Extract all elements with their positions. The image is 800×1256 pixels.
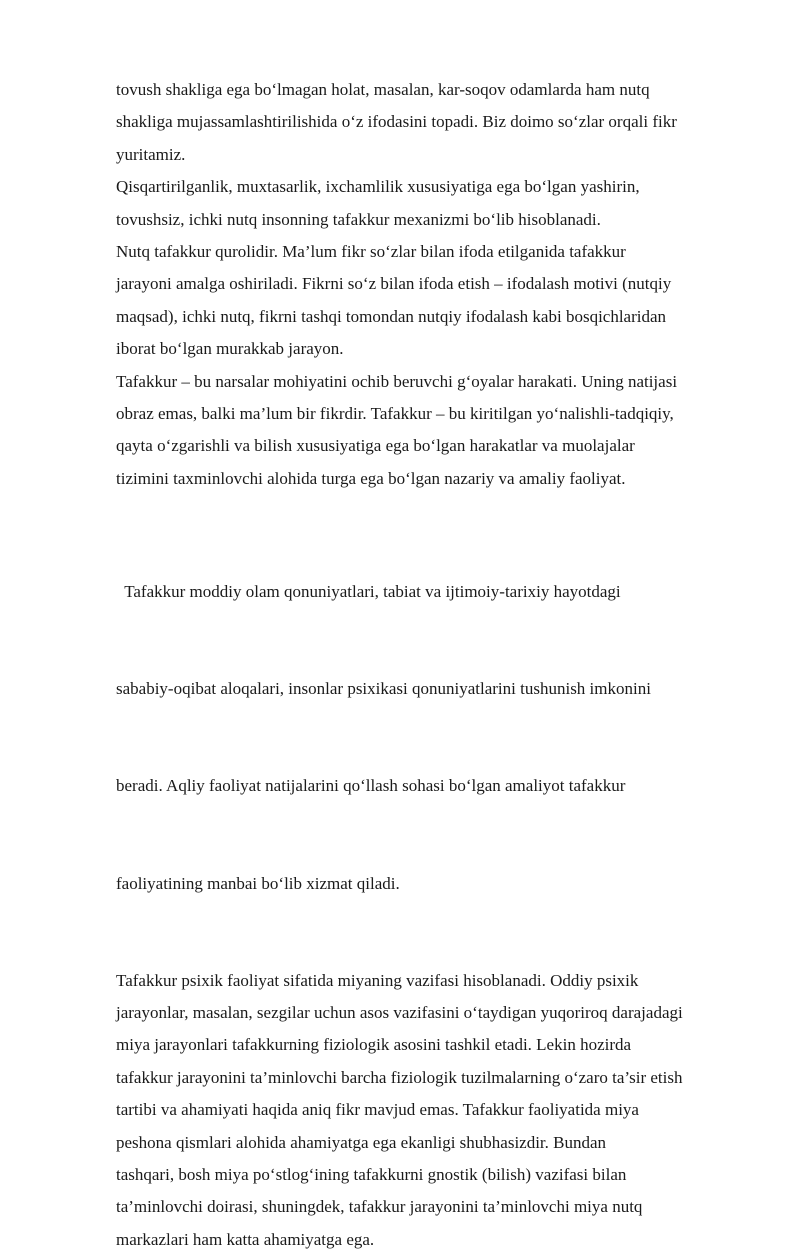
paragraph bbox=[116, 965, 756, 1256]
text-line: beradi. Aqliy faoliyat natijalarini qo‘llash sohasi bo‘lgan amaliyot tafakkur bbox=[116, 776, 626, 796]
text-line: tashqari, bosh miya po‘stlog‘ining tafakkurni gnostik (bilish) vazifasi bilan bbox=[116, 1165, 627, 1185]
paragraph-spacer bbox=[116, 495, 756, 511]
text-line: jarayonlar, masalan, sezgilar uchun asos vazifasini o‘taydigan yuqoriroq darajadagi bbox=[116, 1003, 683, 1023]
text-line: tizimini taxminlovchi alohida turga ega bo‘lgan nazariy va amaliy faoliyat. bbox=[116, 468, 626, 488]
text-line: tafakkur jarayonini ta’minlovchi barcha fiziologik tuzilmalarning o‘zaro ta’sir etish bbox=[116, 1067, 683, 1087]
text-line: iborat bo‘lgan murakkab jarayon. bbox=[116, 339, 344, 359]
text-line: tovush shakliga ega bo‘lmagan holat, masalan, kar-soqov odamlarda ham nutq bbox=[116, 80, 650, 99]
text-line: sababiy-oqibat aloqalari, insonlar psixikasi qonuniyatlarini tushunish imkonini bbox=[116, 679, 651, 699]
paragraph bbox=[116, 511, 756, 965]
text-line: obraz emas, balki ma’lum bir fikrdir. Tafakkur – bu kiritilgan yo‘nalishli-tadqiqiy, bbox=[116, 403, 674, 423]
text-line: Tafakkur moddiy olam qonuniyatlari, tabiat va ijtimoiy-tarixiy hayotdagi bbox=[116, 581, 621, 601]
text-line: Nutq tafakkur qurolidir. Ma’lum fikr so‘zlar bilan ifoda etilganida tafakkur bbox=[116, 241, 626, 261]
text-line: Tafakkur psixik faoliyat sifatida miyaning vazifasi hisoblanadi. Oddiy psixik bbox=[116, 970, 639, 990]
paragraph bbox=[116, 74, 756, 171]
text-line: miya jarayonlari tafakkurning fiziologik asosini tashkil etadi. Lekin hozirda bbox=[116, 1035, 632, 1055]
paragraph bbox=[116, 236, 756, 366]
text-line: tartibi va ahamiyati haqida aniq fikr mavjud emas. Tafakkur faoliyatida miya bbox=[116, 1100, 639, 1120]
text-line: ta’minlovchi doirasi, shuningdek, tafakkur jarayonini ta’minlovchi miya nutq bbox=[116, 1197, 643, 1217]
text-line: peshona qismlari alohida ahamiyatga ega ekanligi shubhasizdir. Bundan bbox=[116, 1132, 607, 1152]
text-line: tovushsiz, ichki nutq insonning tafakkur mexanizmi bo‘lib hisoblanadi. bbox=[116, 209, 601, 229]
paragraph bbox=[116, 171, 756, 236]
text-line: jarayoni amalga oshiriladi. Fikrni so‘z bilan ifoda etish – ifodalash motivi (nutqiy bbox=[116, 274, 672, 294]
text-line: maqsad), ichki nutq, fikrni tashqi tomondan nutqiy ifodalash kabi bosqichlaridan bbox=[116, 306, 667, 326]
text-line: yuritamiz. bbox=[116, 144, 186, 164]
text-line: Qisqartirilganlik, muxtasarlik, ixchamlilik xususiyatiga ega bo‘lgan yashirin, bbox=[116, 177, 640, 197]
text-line: shakliga mujassamlashtirilishida o‘z ifodasini topadi. Biz doimo so‘zlar orqali fikr bbox=[116, 112, 677, 132]
paragraph bbox=[116, 366, 756, 496]
text-line: Tafakkur – bu narsalar mohiyatini ochib beruvchi g‘oyalar harakati. Uning natijasi bbox=[116, 371, 678, 391]
text-line: faoliyatining manbai bo‘lib xizmat qiladi. bbox=[116, 873, 400, 893]
text-line: qayta o‘zgarishli va bilish xususiyatiga ega bo‘lgan harakatlar va muolajalar bbox=[116, 436, 635, 456]
document-page bbox=[116, 74, 756, 1256]
text-line: markazlari ham katta ahamiyatga ega. bbox=[116, 1229, 375, 1249]
